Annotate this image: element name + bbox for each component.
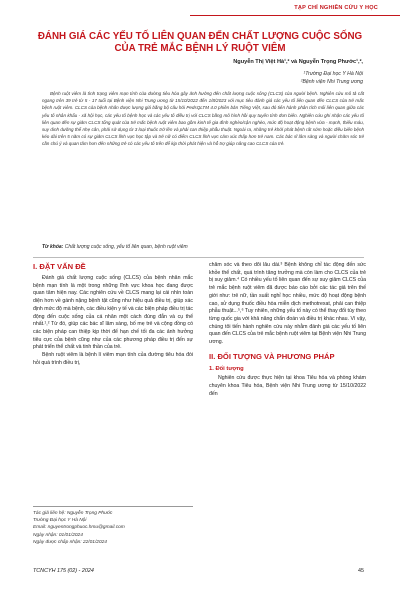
abstract bbox=[42, 90, 364, 148]
intro-paragraph-2: Bệnh ruột viêm là bệnh lí viêm mạn tính của đường tiêu hóa đòi hỏi quá trình điều trị, bbox=[33, 352, 193, 366]
page-number: 45 bbox=[358, 568, 364, 574]
left-column bbox=[33, 262, 193, 367]
journal-section-label: TẠP CHÍ NGHIÊN CỨU Y HỌC bbox=[294, 5, 378, 11]
keywords-text: Chất lượng cuộc sống, yếu tố liên quan, bệnh ruột viêm bbox=[64, 244, 188, 250]
abstract-text: Bệnh ruột viêm là tình trạng viêm mạn tính của đường tiêu hóa gây ảnh hưởng đến chất lượng cuộc sống (CLCS) của người bệnh. Nghiên cứu mô tả cắt ngang trên 39 trẻ từ 5 - 17 tuổi tại Bệnh viện Nhi Trung ương từ 15/10/2022 đến 1/8/2023 với mục tiêu đánh giá các yếu tố liên quan đến CLCS của trẻ mắc bệnh ruột viêm. CLCS của bệnh nhân được lượng giá bằng bộ câu hỏi PedsQLTM 4.0 phiên bản Tiếng Việt, sau đó tiến hành phân tích mối liên quan giữa các yếu tố nhân khẩu - xã hội học, các yếu tố bệnh học và các yếu tố điều trị với CLCS bằng mô hình hồi quy tuyến tính đơn biến. Nghiên cứu ghi nhận các yếu tố liên quan đến sự giảm CLCS tổng quát của trẻ mắc bệnh ruột viêm bao gồm kinh tế gia đình nghèo/cận nghèo, mức độ hoạt động bệnh vừa - mạnh, thiếu máu, suy dinh dưỡng thể nhẹ cân, phải sử dụng từ 3 loại thuốc trở lên và phải can thiệp phẫu thuật. Ngoài ra, những trẻ khởi phát bệnh rất sớm hoặc điều biến bệnh kéo dài trên 5 năm có sự giảm CLCS lĩnh vực học tập và trẻ nữ có điểm CLCS lĩnh vực cảm xúc thấp hơn trẻ nam. Các bác sĩ lâm sàng và người chăm sóc trẻ cần chú ý và quan tâm hơn đến những trẻ có các yếu tố trên để kịp thời phát hiện và hỗ trợ giúp nâng cao CLCS của trẻ. bbox=[42, 91, 364, 147]
footnote-line: Tác giả liên hệ: Nguyễn Trọng Phước bbox=[33, 511, 113, 516]
right-column bbox=[209, 262, 366, 399]
subject-paragraph: Nghiên cứu được thực hiện tại khoa Tiêu hóa và phòng khám chuyên khoa Tiêu hóa, Bệnh viện Nhi Trung ương từ 15/10/2022 đến bbox=[209, 375, 366, 397]
footnote-line: Trường Đại học Y Hà Nội bbox=[33, 518, 87, 524]
affiliation-1: ¹Trường Đại học Y Hà Nội bbox=[303, 71, 363, 77]
journal-issue: TCNCYH 175 (02) - 2024 bbox=[33, 568, 94, 574]
journal-header bbox=[0, 0, 400, 20]
intro-paragraph-continued: chăm sóc và theo dõi lâu dài.³ Bệnh không chỉ tác động đến sức khỏe thể chất, quá trình tăng trưởng mà còn làm cho CLCS của trẻ bị suy giảm.⁴ Có nhiều yếu tố liên quan đến sự suy giảm CLCS của trẻ mắc bệnh ruột viêm đã được báo cáo bởi các tác giả trên thế giới như: trẻ nữ, tần suất nghỉ học nhiều, mức độ hoạt động bệnh cao, sử dụng thuốc điều hòa miễn dịch methotrexat, phải can thiệp phẫu thuật...⁵,⁶ Tuy nhiên, những yếu tố này có thể thay đổi tùy theo từng quốc gia với khả năng chẩn đoán và điều trị khác nhau. Vì vậy, chúng tôi tiến hành nghiên cứu này nhằm đánh giá các yếu tố liên quan đến CLCS của trẻ mắc bệnh ruột viêm tại Bệnh viện Nhi Trung ương. bbox=[209, 262, 366, 346]
subsection-title-subject: 1. Đối tượng bbox=[209, 365, 244, 372]
footnote-line: Ngày được chấp nhận: 22/01/2024 bbox=[33, 539, 107, 545]
correspondence-footnote bbox=[33, 506, 193, 546]
affiliation-2: ²Bệnh viện Nhi Trung ương bbox=[300, 79, 363, 85]
keywords-label: Từ khóa: bbox=[42, 244, 64, 250]
section-title-intro: I. ĐẶT VẤN ĐỀ bbox=[33, 262, 86, 271]
footnote-line: Email: nguyentrongphuoc.hmu@gmail.com bbox=[33, 525, 125, 531]
section-title-methods: II. ĐỐI TƯỢNG VÀ PHƯƠNG PHÁP bbox=[209, 351, 335, 361]
footnote-line: Ngày nhận: 01/01/2024 bbox=[33, 532, 83, 538]
keywords bbox=[42, 244, 364, 250]
affiliations bbox=[301, 70, 363, 86]
intro-paragraph-1: Đánh giá chất lượng cuộc sống (CLCS) của bệnh nhân mắc bệnh mạn tính là một trong những lĩnh vực khoa học đang được quan tâm hiện nay. Các nghiên cứu về CLCS mang lại cái nhìn toàn diện hơn về gánh nặng bệnh tật cũng như hiệu quả điều trị, giúp xác định mức độ mà bệnh, các điều kiện y tế và các biện pháp điều trị tác động đến cuộc sống của cá nhân một cách đúng đắn và cụ thể nhất.¹,² Từ đó, giúp các bác sĩ lâm sàng, bố mẹ trẻ và cộng đồng có các biện pháp can thiệp kịp thời để hạn chế tối đa các ảnh hưởng tiêu cực của bệnh cũng như của các phương pháp điều trị đến sự phát triển thể chất và tinh thần của trẻ. bbox=[33, 275, 193, 351]
header-rule bbox=[190, 15, 400, 16]
author-list: Nguyễn Thị Việt Hà¹,² và Nguyễn Trọng Phước¹,², bbox=[233, 59, 363, 65]
abstract-divider bbox=[33, 257, 364, 258]
article-title: ĐÁNH GIÁ CÁC YẾU TỐ LIÊN QUAN ĐẾN CHẤT LƯỢNG CUỘC SỐNG CỦA TRẺ MẮC BỆNH LÝ RUỘT VIÊM bbox=[37, 31, 363, 54]
